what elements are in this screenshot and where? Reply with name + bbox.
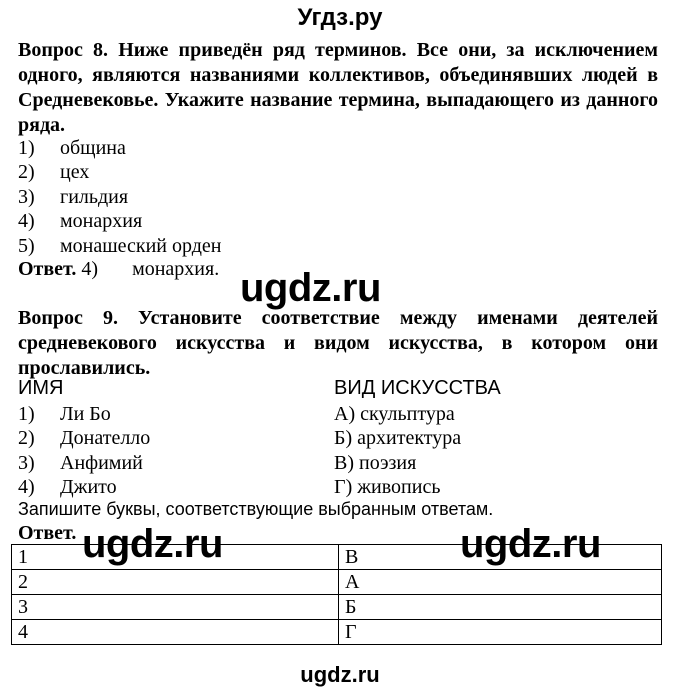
name-item: 4) Джито [18, 476, 117, 499]
question-9-answer-label: Ответ. [18, 522, 77, 544]
footer-watermark: ugdz.ru [300, 662, 380, 687]
name-item: 1) Ли Бо [18, 403, 111, 425]
watermark: ugdz.ru [240, 266, 381, 310]
names-list [18, 402, 150, 500]
question-8-options [18, 136, 222, 258]
watermark: ugdz.ru [82, 522, 223, 566]
option-item: 5) монашеский орден [18, 234, 222, 257]
names-column-header: ИМЯ [18, 377, 64, 399]
table-row: 4 Г [12, 620, 662, 645]
option-item: 2) цех [18, 161, 90, 184]
kinds-column-header: ВИД ИСКУССТВА [334, 377, 501, 399]
option-item: 3) гильдия [18, 185, 129, 208]
kinds-list [334, 402, 461, 500]
name-item: 3) Анфимий [18, 451, 143, 474]
table-row: 3 Б [12, 595, 662, 620]
kind-item: А) скульптура [334, 403, 455, 425]
option-item: 1) община [18, 137, 126, 159]
kind-item: Г) живопись [334, 476, 441, 499]
option-item: 4) монархия [18, 210, 143, 233]
instruction-text: Запишите буквы, соответствующие выбранным ответам. [18, 499, 494, 519]
kind-item: Б) архитектура [334, 427, 462, 450]
question-8-text: Вопрос 8. Ниже приведён ряд терминов. Все они, за исключением одного, являются названиями коллективов, объединявших людей в Средневековье. Укажите название термина, выпадающего из данного ряда. [18, 39, 658, 136]
watermark: ugdz.ru [460, 522, 601, 566]
table-row: 1 В [12, 545, 662, 570]
kind-item: В) поэзия [334, 451, 417, 474]
question-9-text: Вопрос 9. Установите соответствие между именами деятелей средневекового искусства и видом искусства, в котором они прославились. [18, 307, 658, 379]
table-row: 2 А [12, 570, 662, 595]
name-item: 2) Донателло [18, 427, 151, 450]
question-8-answer: Ответ. 4) монархия. [18, 258, 220, 280]
site-title: Угдз.ру [297, 4, 383, 31]
